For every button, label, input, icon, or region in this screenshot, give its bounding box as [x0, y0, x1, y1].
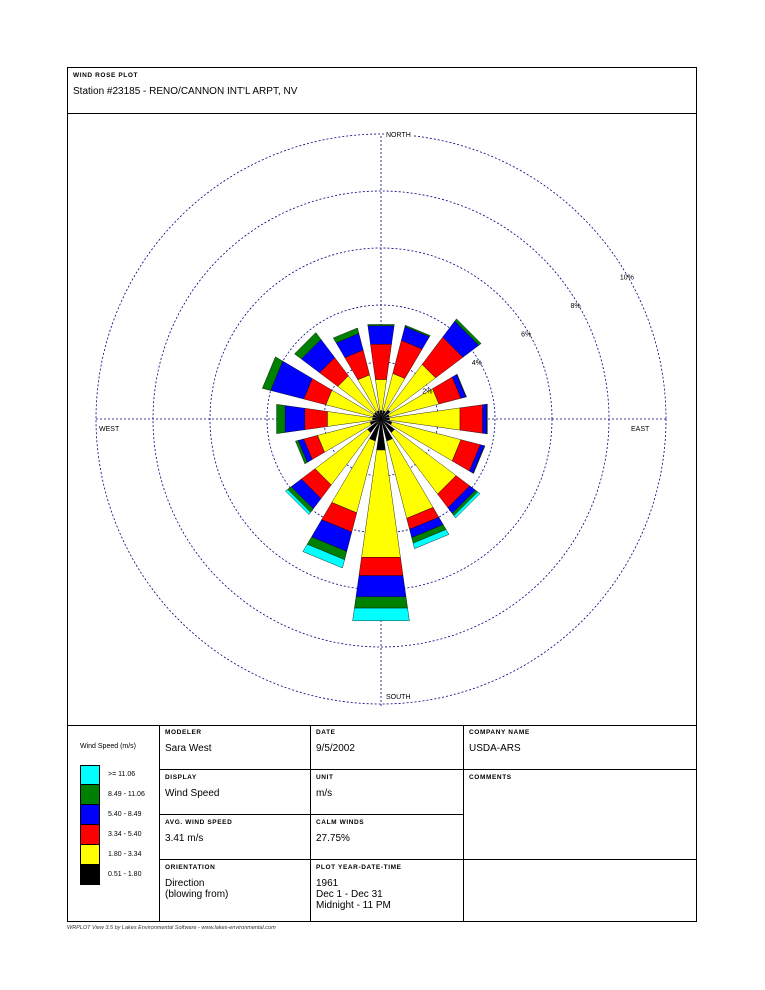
display-value: Wind Speed [165, 788, 220, 799]
station-title: Station #23185 - RENO/CANNON INT'L ARPT, NV [73, 86, 298, 97]
header-label: WIND ROSE PLOT [73, 72, 139, 79]
date-value: 9/5/2002 [316, 743, 355, 754]
legend-label: >= 11.06 [108, 771, 136, 778]
ring-label: 4% [471, 360, 482, 367]
legend-label: 0.51 - 1.80 [108, 871, 142, 878]
date-cell [311, 725, 464, 770]
ring-label: 10% [619, 274, 634, 282]
blank-cell [464, 860, 696, 921]
petal-segment-S-4 [354, 597, 407, 608]
petal-segment-S-0 [377, 419, 386, 450]
modeler-cell [160, 725, 311, 770]
petal-segment-N-3 [368, 326, 394, 344]
unit-cell [311, 770, 464, 815]
company-value: USDA-ARS [469, 743, 521, 754]
modeler-value: Sara West [165, 743, 212, 754]
calm-cell [311, 815, 464, 860]
petal-segment-W-4 [277, 404, 285, 433]
legend-swatch [80, 765, 100, 785]
company-cell [464, 725, 696, 770]
legend-label: 8.49 - 11.06 [108, 791, 145, 798]
orientation-line1: Direction [165, 878, 205, 889]
petal-segment-N-2 [370, 344, 391, 379]
date-label: DATE [316, 729, 336, 736]
plot-time-year: 1961 [316, 878, 339, 889]
display-label: DISPLAY [165, 774, 197, 781]
legend-swatch [80, 865, 100, 885]
avg-speed-cell [160, 815, 311, 860]
unit-value: m/s [316, 788, 333, 799]
legend-swatch [80, 805, 100, 825]
wind-rose-plot-area [68, 114, 696, 726]
ring-label: 6% [521, 331, 532, 339]
legend-label: 3.34 - 5.40 [108, 831, 142, 838]
orientation-cell [160, 860, 311, 921]
petal-segment-S-5 [353, 608, 410, 621]
plot-time-value [316, 878, 391, 911]
petal-segment-W-2 [305, 408, 328, 429]
calm-value: 27.75% [316, 833, 350, 844]
ring-label: 8% [570, 303, 581, 310]
comments-cell [464, 770, 696, 860]
ring-label: 2% [422, 388, 433, 396]
comments-label: COMMENTS [469, 774, 512, 781]
plot-time-label: PLOT YEAR-DATE-TIME [316, 864, 402, 871]
south-label: SOUTH [386, 694, 411, 701]
west-label: WEST [99, 426, 120, 433]
petal-segment-S-2 [359, 557, 403, 575]
wind-rose-sheet [67, 67, 697, 922]
orientation-label: ORIENTATION [165, 864, 216, 871]
unit-label: UNIT [316, 774, 334, 781]
calm-label: CALM WINDS [316, 819, 365, 826]
legend-label: 5.40 - 8.49 [108, 811, 142, 818]
petal-segment-E-4 [487, 404, 488, 434]
petal-segment-E-2 [460, 405, 483, 434]
legend-swatch [80, 785, 100, 805]
legend-panel [68, 725, 160, 921]
orientation-value [165, 878, 228, 900]
plot-time-dates: Dec 1 - Dec 31 [316, 889, 383, 900]
footer-credit: WRPLOT View 3.5 by Lakes Environmental Software - www.lakes-environmental.com [67, 925, 276, 931]
petal-segment-W-3 [285, 406, 305, 433]
legend-label: 1.80 - 3.34 [108, 851, 142, 858]
legend-title: Wind Speed (m/s) [80, 743, 137, 750]
modeler-label: MODELER [165, 729, 202, 736]
legend-swatch [80, 845, 100, 865]
east-label: EAST [631, 426, 650, 433]
north-label: NORTH [386, 132, 411, 139]
legend-swatch [80, 825, 100, 845]
avg-speed-label: AVG. WIND SPEED [165, 819, 233, 826]
wind-rose-chart [68, 114, 696, 725]
display-cell [160, 770, 311, 815]
petal-segment-N-4 [368, 324, 395, 325]
plot-time-hours: Midnight - 11 PM [316, 900, 391, 911]
avg-speed-value: 3.41 m/s [165, 833, 204, 844]
petal-segment-S-3 [356, 576, 406, 597]
orientation-line2: (blowing from) [165, 889, 229, 900]
plot-header [68, 68, 696, 114]
company-label: COMPANY NAME [469, 729, 530, 736]
petal-segment-E-3 [483, 404, 487, 434]
plot-time-cell [311, 860, 464, 921]
